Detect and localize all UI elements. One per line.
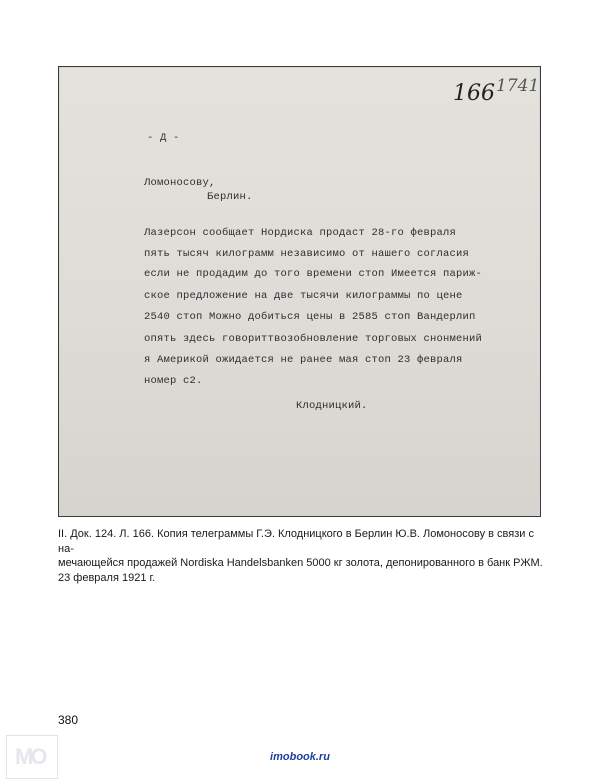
figure-caption <box>58 527 543 585</box>
body-line: Лазерсон сообщает Нордиска продаст 28-го февраля <box>144 227 457 239</box>
footer-site-link[interactable]: imobook.ru <box>270 751 330 763</box>
body-line: если не продадим до того времени стоп Имеется париж- <box>144 268 483 280</box>
handwritten-folio-number: 166 <box>453 81 495 106</box>
body-line: я Америкой ожидается не ранее мая стоп 23 февраля <box>144 354 463 366</box>
handwritten-mark: 1741 <box>496 76 540 96</box>
body-line: ское предложение на две тысячи килограммы по цене <box>144 290 463 302</box>
logo-glyph: MO <box>15 744 45 769</box>
body-line: опять здесь говориттвозобновление торговых снонмений <box>144 333 483 345</box>
recipient-name: Ломоносову, <box>144 177 216 189</box>
body-line: номер с2. <box>144 375 203 387</box>
caption-line: II. Док. 124. Л. 166. Копия телеграммы Г.Э. Клодницкого в Берлин Ю.В. Ломоносову в связи с на- <box>58 528 534 555</box>
telegram-sheet <box>60 68 539 515</box>
body-line: 2540 стоп Можно добиться цены в 2585 стоп Вандерлип <box>144 311 476 323</box>
document-photo <box>58 66 541 517</box>
caption-line: мечающейся продажей Nordiska Handelsbanken 5000 кг золота, депонированного в банк РЖМ. <box>58 557 543 569</box>
caption-line: 23 февраля 1921 г. <box>58 571 156 584</box>
page-number: 380 <box>58 713 79 727</box>
body-line: пять тысяч килограмм независимо от нашего согласия <box>144 248 470 260</box>
letter-heading: - Д - <box>147 132 180 144</box>
recipient-city: Берлин. <box>207 191 253 203</box>
signature: Клодницкий. <box>296 400 368 412</box>
